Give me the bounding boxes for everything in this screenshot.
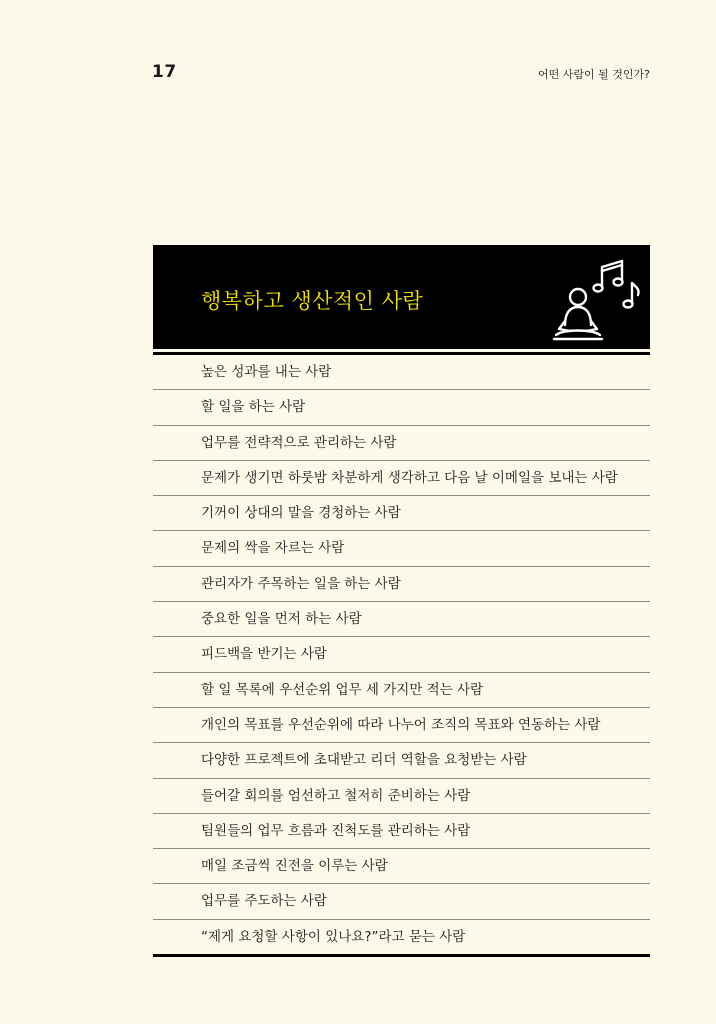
table-row: 문제의 싹을 자르는 사람 <box>153 531 650 566</box>
table-row: “제게 요청할 사항이 있나요?”라고 묻는 사람 <box>153 920 650 957</box>
table-row: 피드백을 반기는 사람 <box>153 637 650 672</box>
table-title: 행복하고 생산적인 사람 <box>201 289 424 313</box>
meditation-music-icon <box>550 253 642 343</box>
running-head: 어떤 사람이 될 것인가? <box>538 68 650 81</box>
table-row: 관리자가 주목하는 일을 하는 사람 <box>153 567 650 602</box>
trait-list <box>153 355 650 957</box>
table-row: 팀원들의 업무 흐름과 진척도를 관리하는 사람 <box>153 814 650 849</box>
table-row: 개인의 목표를 우선순위에 따라 나누어 조직의 목표와 연동하는 사람 <box>153 708 650 743</box>
table-row: 중요한 일을 먼저 하는 사람 <box>153 602 650 637</box>
table-row: 매일 조금씩 진전을 이루는 사람 <box>153 849 650 884</box>
table-row: 할 일을 하는 사람 <box>153 390 650 425</box>
table-row: 기꺼이 상대의 말을 경청하는 사람 <box>153 496 650 531</box>
table-row: 업무를 주도하는 사람 <box>153 884 650 919</box>
table-row: 할 일 목록에 우선순위 업무 세 가지만 적는 사람 <box>153 673 650 708</box>
table-banner <box>153 245 650 349</box>
table-row: 들어갈 회의를 엄선하고 철저히 준비하는 사람 <box>153 779 650 814</box>
trait-table <box>153 245 650 957</box>
table-row: 다양한 프로젝트에 초대받고 리더 역할을 요청받는 사람 <box>153 743 650 778</box>
table-row: 업무를 전략적으로 관리하는 사람 <box>153 426 650 461</box>
table-row: 문제가 생기면 하룻밤 차분하게 생각하고 다음 날 이메일을 보내는 사람 <box>153 461 650 496</box>
page-number: 17 <box>152 62 177 82</box>
table-row: 높은 성과를 내는 사람 <box>153 355 650 390</box>
